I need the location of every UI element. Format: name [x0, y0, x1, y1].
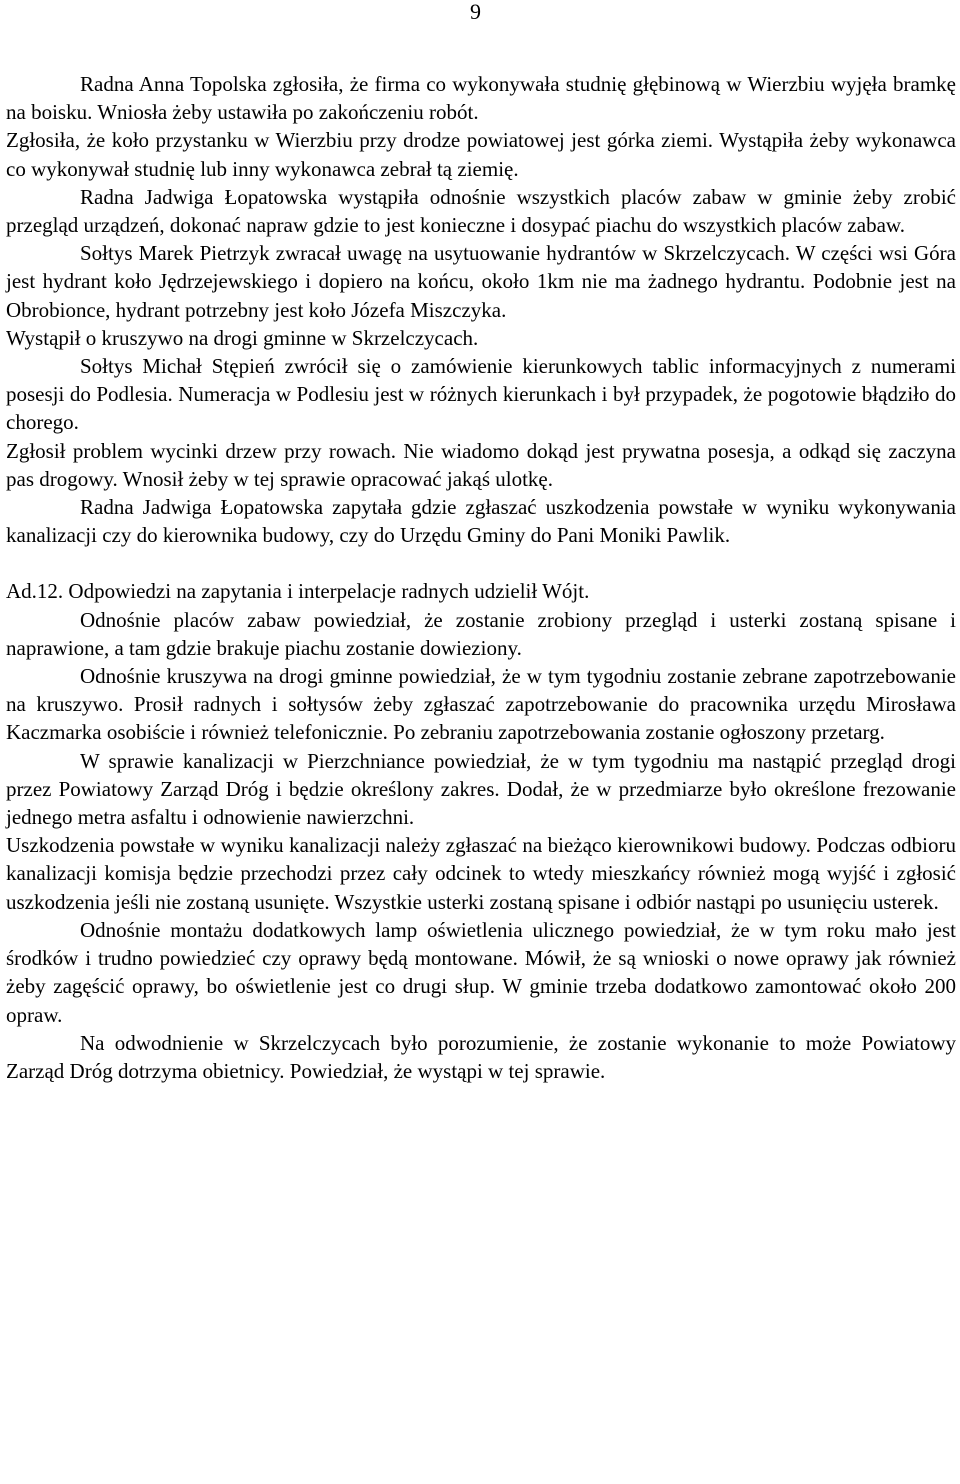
paragraph: Radna Jadwiga Łopatowska wystąpiła odnośnie wszystkich placów zabaw w gminie żeby zrobić przegląd urządzeń, dokonać napraw gdzie to jest konieczne i dosypać piachu do wszystkich placów zabaw.	[6, 184, 956, 238]
paragraph: Na odwodnienie w Skrzelczycach było porozumienie, że zostanie wykonanie to może Powiatowy Zarząd Dróg dotrzyma obietnicy. Powiedział, że wystąpi w tej sprawie.	[6, 1030, 956, 1083]
paragraph: Sołtys Marek Pietrzyk zwracał uwagę na usytuowanie hydrantów w Skrzelczycach. W części wsi Góra jest hydrant koło Jędrzejewskiego i dopiero na końcu, około 1km nie ma żadnego hydrantu. Podobnie jest na Obrobionce, hydrant potrzebny jest koło Józefa Miszczyka.	[6, 241, 956, 322]
paragraph: Wystąpił o kruszywo na drogi gminne w Skrzelczycach.	[6, 325, 479, 350]
paragraph: Zgłosił problem wycinki drzew przy rowach. Nie wiadomo dokąd jest prywatna posesja, a odkąd się zaczyna pas drogowy. Wnosił żeby w tej sprawie opracować jakąś ulotkę.	[6, 438, 956, 491]
paragraph: Radna Jadwiga Łopatowska zapytała gdzie zgłaszać uszkodzenia powstałe w wyniku wykonywania kanalizacji czy do kierownika budowy, czy do Urzędu Gminy do Pani Moniki Pawlik.	[6, 495, 956, 548]
paragraph: Sołtys Michał Stępień zwrócił się o zamówienie kierunkowych tablic informacyjnych z numerami posesji do Podlesia. Numeracja w Podlesiu jest w różnych kierunkach i był przypadek, że pogotowie błądziło do chorego.	[6, 354, 956, 435]
paragraph: Odnośnie kruszywa na drogi gminne powiedział, że w tym tygodniu zostanie zebrane zapotrzebowanie na kruszywo. Prosił radnych i sołtysów żeby zgłaszać zapotrzebowanie do pracownika urzędu Mirosława Kaczmarka osobiście i również telefonicznie. Po zebraniu zapotrzebowania zostanie ogłoszony przetarg.	[6, 664, 956, 745]
paragraph: Odnośnie placów zabaw powiedział, że zostanie zrobiony przegląd i usterki zostaną spisane i naprawione, a tam gdzie brakuje piachu zostanie dowieziony.	[6, 607, 956, 660]
paragraph: W sprawie kanalizacji w Pierzchniance powiedział, że w tym tygodniu ma nastąpić przegląd drogi przez Powiatowy Zarząd Dróg i będzie określony zakres. Dodał, że w przedmiarze było określone frezowanie jednego metra asfaltu i odnowienie nawierzchni.	[6, 748, 956, 830]
page-number: 9	[470, 0, 481, 24]
paragraph: Odnośnie montażu dodatkowych lamp oświetlenia ulicznego powiedział, że w tym roku mało jest środków i trudno powiedzieć czy oprawy będą montowane. Mówił, że są wnioski o nowe oprawy jak również żeby zagęścić oprawy, bo oświetlenie jest co drugi słup. W gminie trzeba dodatkowo zamontować około 200 opraw.	[6, 917, 956, 1027]
paragraph: Uszkodzenia powstałe w wyniku kanalizacji należy zgłaszać na bieżąco kierownikowi budowy. Podczas odbioru kanalizacji komisja będzie przechodzi przez cały odcinek to wtedy mieszkańcy również mogą wyjść i zgłosić uszkodzenia jeśli nie zostaną usunięte. Wszystkie usterki zostaną spisane i odbiór nastąpi po usunięciu usterek.	[6, 833, 956, 914]
document-body	[6, 70, 956, 1085]
paragraph: Zgłosiła, że koło przystanku w Wierzbiu przy drodze powiatowej jest górka ziemi. Wystąpiła żeby wykonawca co wykonywał studnię lub inny wykonawca zebrał tą ziemię.	[6, 128, 956, 181]
paragraph: Radna Anna Topolska zgłosiła, że firma co wykonywała studnię głębinową w Wierzbiu wyjęła bramkę na boisku. Wniosła żeby ustawiła po zakończeniu robót.	[6, 72, 956, 125]
section-heading: Ad.12. Odpowiedzi na zapytania i interpelacje radnych udzielił Wójt.	[6, 579, 590, 604]
